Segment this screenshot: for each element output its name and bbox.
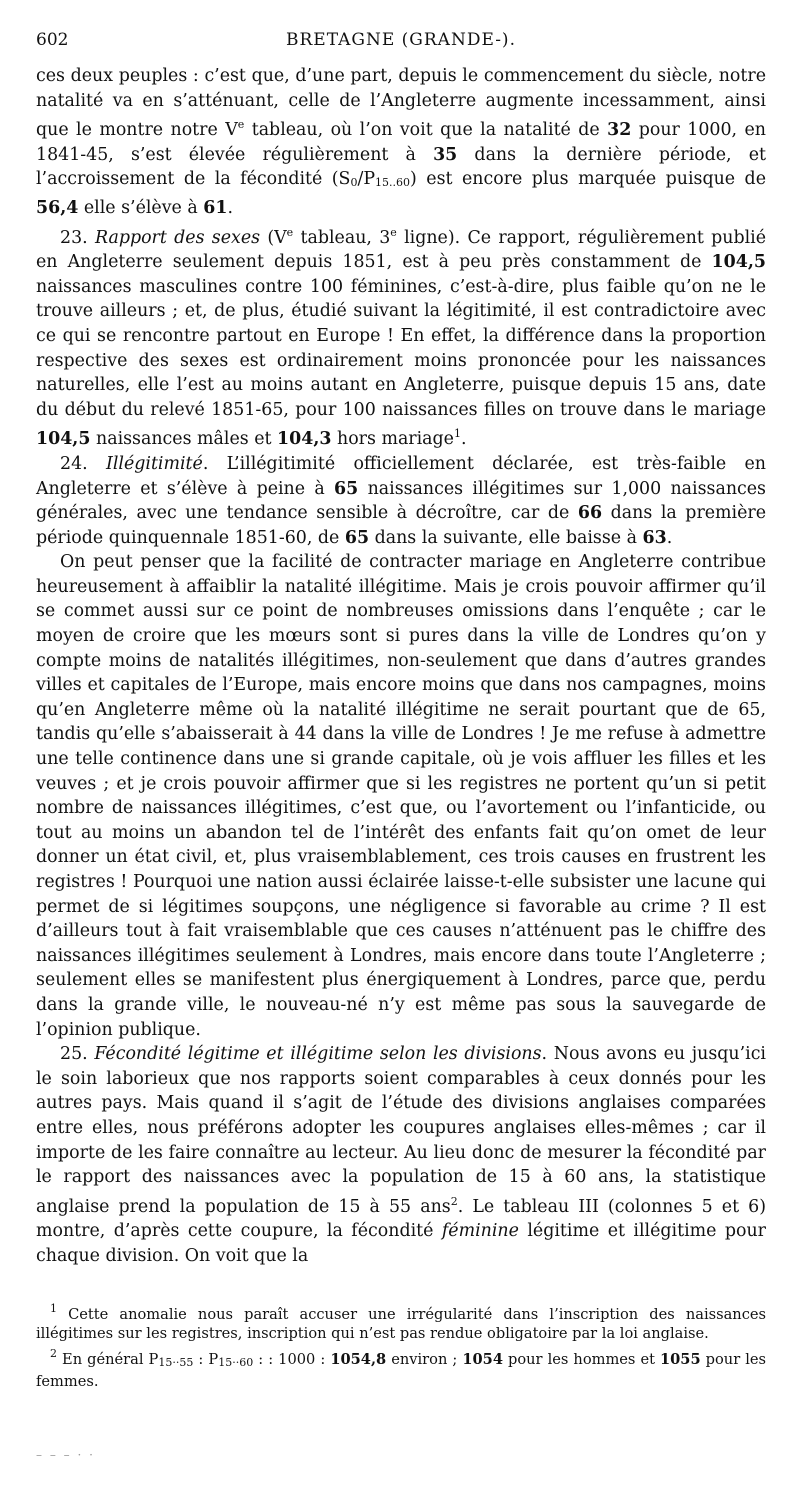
page-edge-mark: – – – · ·	[36, 1448, 95, 1462]
paragraph-natality: ces deux peuples : c’est que, d’une part, depuis le commencement du siècle, notre natalité va en s’atténuant, celle de l’Angleterre augmente incessamment, ainsi que le montre notre Ve tableau, où l’on voit que la natalité de 32 pour 1000, en 1841-45, s’est élevée régulièrement à 35 dans la dernière période, et l’accroissement de la fécondité (S0/P15..60) est encore plus marquée puisque de 56,4 elle s’élève à 61.	[36, 66, 766, 218]
paragraph-london-discussion: On peut penser que la facilité de contracter mariage en Angleterre contribue heureusement à affaiblir la natalité illégitime. Mais je crois pouvoir affirmer qu’il se commet aussi sur ce point de nombreuses omissions dans l’enquête ; car le moyen de croire que les mœurs sont si pures dans la ville de Londres qu’on y compte moins de natalités illégitimes, non-seulement que dans d’autres grandes villes et capitales de l’Europe, mais encore moins que dans nos campagnes, moins qu’en Angleterre même où la natalité illégitime ne serait pourtant que de 65, tandis qu’elle s’abaisserait à 44 dans la ville de Londres ! Je me refuse à admettre une telle continence dans une si grande capitale, où je vois affluer les filles et les veuves ; et je crois pouvoir affirmer que si les registres ne portent qu’un si petit nombre de naissances illégitimes, c’est que, ou l’avortement ou l’infanticide, ou tout au moins un abandon tel de l’intérêt des enfants fait qu’on omet de leur donner un état civil, et, plus vraisemblablement, ces trois causes en frustrent les registres ! Pourquoi une nation aussi éclairée laisse-t-elle subsister une lacune qui permet de si légitimes soupçons, une négligence si favorable au crime ? Il est d’ailleurs tout à fait vraisemblable que ces causes n’atténuent pas le chiffre des naissances illégitimes seulement à Londres, mais encore dans toute l’Angleterre ; seulement elles se manifestent plus énergiquement à Londres, parce que, perdu dans la grande ville, le nouveau-né n’y est même pas sous la sauvegarde de l’opinion publique.	[36, 552, 766, 1040]
page-number: 602	[36, 30, 69, 50]
footnote-ref-1: 1	[453, 427, 461, 441]
document-page	[36, 30, 766, 1392]
section-title-fecundity: Fécondité légitime et illégitime selon les divisions	[94, 1044, 542, 1065]
footnote-2: $^2$ En général P15··55 : P15··60 : : 1000 : 1054,8 environ ; 1054 pour les hommes et 1055 pour les femmes.	[36, 1346, 767, 1390]
running-title: BRETAGNE (GRANDE-).	[286, 30, 516, 50]
footnotes	[36, 1299, 766, 1392]
section-title-illegitimacy: Illégitimité	[105, 453, 203, 474]
footnote-1: $^1$ Cette anomalie nous paraît accuser une irrégularité dans l’inscription des naissances illégitimes sur les registres, inscription qui n’est pas rendue obligatoire par la loi anglaise.	[36, 1301, 766, 1342]
footnote-ref-2: 2	[450, 1194, 458, 1208]
body-text	[36, 64, 766, 1269]
paragraph-sex-ratio: 23. Rapport des sexes (Ve tableau, 3e ligne). Ce rapport, régulièrement publié en Angleterre seulement depuis 1851, est à peu près constamment de 104,5 naissances masculines contre 100 féminines, c’est-à-dire, plus faible qu’on ne le trouve ailleurs ; et, de plus, étudié suivant la légitimité, il est contradictoire avec ce qui se rencontre partout en Europe ! En effet, la différence dans la proportion respective des sexes est ordinairement moins prononcée pour les naissances naturelles, elle l’est au moins autant en Angleterre, puisque depuis 15 ans, date du début du relevé 1851-65, pour 100 naissances filles on trouve dans le mariage 104,5 naissances mâles et 104,3 hors mariage$^1$.	[36, 225, 766, 450]
section-title-sex-ratio: Rapport des sexes	[94, 227, 261, 248]
page-header	[36, 30, 766, 64]
paragraph-fecundity-divisions: 25. Fécondité légitime et illégitime selon les divisions. Nous avons eu jusqu’ici le soin laborieux que nos rapports soient comparables à ceux donnés pour les autres pays. Mais quand il s’agit de l’étude des divisions anglaises comparées entre elles, nous préférons adopter les coupures anglaises elles-mêmes ; car il importe de les faire connaître au lecteur. Au lieu donc de mesurer la fécondité par le rapport des naissances avec la population de 15 à 60 ans, la statistique anglaise prend la population de 15 à 55 ans$^2$. Le tableau III (colonnes 5 et 6) montre, d’après cette coupure, la fécondité féminine légitime et illégitime pour chaque division. On voit que la	[36, 1044, 767, 1266]
paragraph-illegitimacy: 24. Illégitimité. L’illégitimité officiellement déclarée, est très-faible en Angleterre et s’élève à peine à 65 naissances illégitimes sur 1,000 naissances générales, avec une tendance sensible à décroître, car de 66 dans la première période quinquennale 1851-60, de 65 dans la suivante, elle baisse à 63.	[36, 453, 766, 548]
